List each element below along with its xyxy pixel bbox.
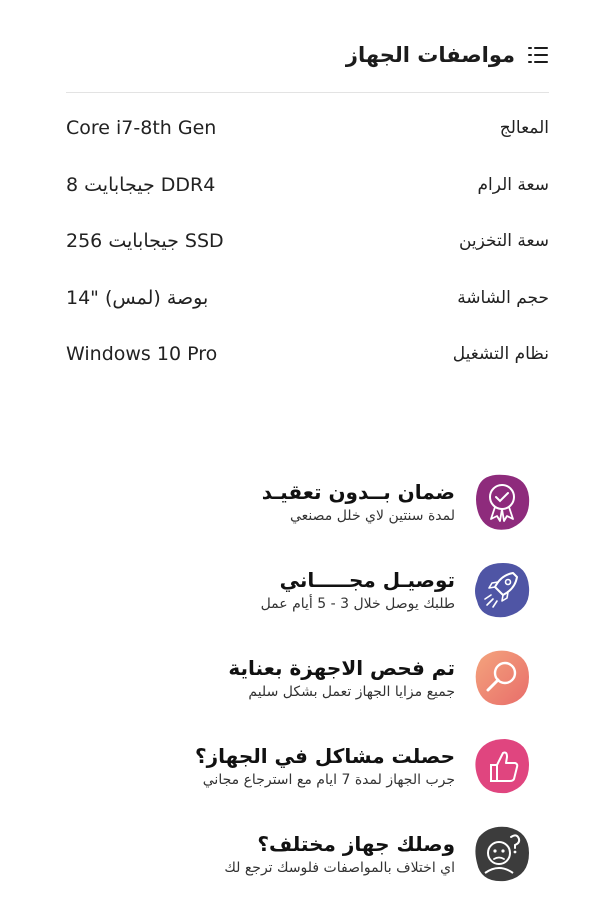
spec-label: المعالج — [499, 118, 549, 139]
feature-subtitle: لمدة سنتين لاي خلل مصنعي — [289, 508, 455, 524]
feature-warranty — [150, 458, 533, 546]
spec-value: 14" بوصة (لمس) — [66, 286, 209, 309]
spec-row-storage — [66, 213, 549, 270]
feature-title: وصلك جهاز مختلف؟ — [257, 832, 455, 856]
spec-value: 8 جيجابايت DDR4 — [66, 173, 216, 196]
feature-title: ضمان بــدون تعقيـد — [261, 480, 455, 504]
spec-value: Core i7-8th Gen — [66, 117, 217, 140]
spec-label: سعة الرام — [477, 174, 549, 195]
feature-subtitle: اي اختلاف بالمواصفات فلوسك ترجع لك — [224, 860, 455, 876]
list-icon — [527, 44, 549, 66]
feature-subtitle: طلبك يوصل خلال 3 - 5 أيام عمل — [260, 596, 455, 612]
feature-subtitle: جميع مزايا الجهاز تعمل بشكل سليم — [248, 684, 455, 700]
thumbs-up-icon — [471, 735, 533, 797]
spec-label: سعة التخزين — [458, 231, 549, 252]
feature-title: حصلت مشاكل في الجهاز؟ — [194, 744, 455, 768]
feature-subtitle: جرب الجهاز لمدة 7 ايام مع استرجاع مجاني — [202, 772, 455, 788]
feature-inspection — [150, 634, 533, 722]
badge-icon — [471, 471, 533, 533]
spec-row-ram — [66, 157, 549, 214]
spec-label: نظام التشغيل — [452, 344, 549, 365]
spec-value: 256 جيجابايت SSD — [66, 230, 224, 253]
page-title: مواصفات الجهاز — [345, 43, 515, 67]
feature-title: توصيـل مجـــــاني — [279, 568, 455, 592]
spec-label: حجم الشاشة — [457, 287, 549, 308]
spec-list — [66, 100, 549, 383]
spec-row-processor — [66, 100, 549, 157]
spec-row-os — [66, 326, 549, 383]
spec-row-screen — [66, 270, 549, 327]
feature-delivery — [150, 546, 533, 634]
feature-different-device — [150, 810, 533, 898]
feature-list — [150, 458, 533, 898]
confused-person-icon — [471, 823, 533, 885]
magnifier-icon — [471, 647, 533, 709]
feature-title: تم فحص الاجهزة بعناية — [228, 656, 455, 680]
rocket-icon — [471, 559, 533, 621]
spec-value: Windows 10 Pro — [66, 343, 218, 366]
feature-trial — [150, 722, 533, 810]
specs-header — [66, 36, 549, 93]
